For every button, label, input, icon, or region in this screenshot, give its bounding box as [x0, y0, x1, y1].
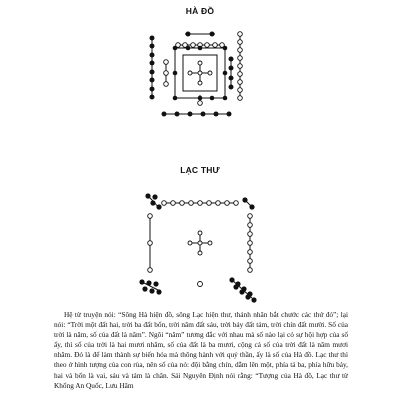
figure-caption-ha-do: HÀ ĐỒ	[185, 6, 215, 16]
body-text	[54, 310, 348, 391]
body-paragraph: Hệ từ truyện nói: “Sông Hà hiện đồ, sông Lạc hiện thư, thánh nhân bắt chước các thứ đó”; lại nói: “Trời một đất hai, trời ba đất bốn, trời năm đất sáu, trời bảy đất tám, trời chín đất mười. Số của trời là năm, số của đất là năm”. Ngôi “năm” tương đắc với nhau mà số nào lại có sự hội hợp của số ấy, thì số của trời là hai mươi nhăm, số của đất là ba mươi, cộng cả số của trời đất là năm mươi nhăm. Đó là để làm thành sự biến hóa mà thông hành với quỷ thần, ấy là số của Hà đồ. Lạc thư thì theo ở hình tượng của con rùa, nên số của nó: đội bằng chín, dẫm lên một, phía tả ba, phía hữu bảy, hai và bốn là vai, sáu và tám là chân. Sái Nguyên Định nói rằng: “Tượng của Hà đồ, Lạc thư từ Khổng An Quốc, Lưu Hâm	[54, 310, 348, 390]
figure-caption-lac-thu: LẠC THƯ	[180, 165, 220, 175]
